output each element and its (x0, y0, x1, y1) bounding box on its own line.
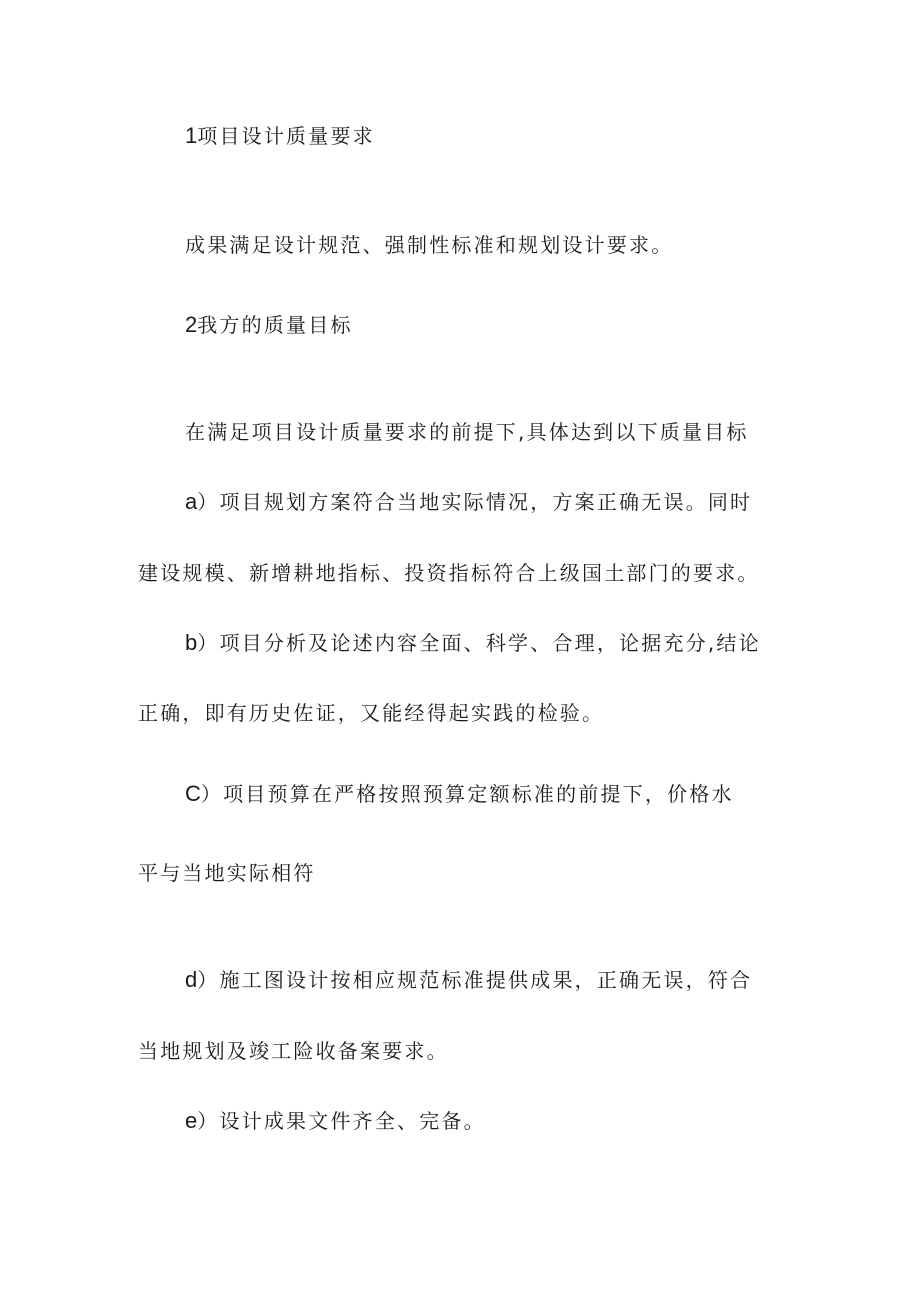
section-2-intro (185, 418, 749, 446)
section-2-heading (185, 311, 353, 339)
item-text: ）设计成果文件齐全、完备。 (197, 1109, 486, 1133)
list-item-c-line-2 (138, 859, 316, 887)
list-item-a-line-1 (185, 488, 752, 516)
heading-text: 我方的质量目标 (197, 313, 353, 337)
heading-text: 项目设计质量要求 (197, 124, 375, 148)
heading-number: 1 (185, 123, 198, 148)
list-item-d-line-1 (185, 966, 752, 994)
section-1-body (185, 231, 673, 259)
item-text: 正确，即有历史佐证，又能经得起实践的检验。 (138, 701, 605, 725)
section-1-heading (185, 122, 375, 150)
item-text: ）施工图设计按相应规范标准提供成果，正确无误，符合 (197, 968, 753, 992)
list-item-b-line-1 (185, 629, 761, 657)
list-item-a-line-2 (138, 559, 760, 587)
list-item-c-line-1 (185, 780, 734, 808)
list-item-d-line-2 (138, 1037, 449, 1065)
heading-number: 2 (185, 312, 198, 337)
item-text: 当地规划及竣工险收备案要求。 (138, 1039, 449, 1063)
item-marker: C (185, 781, 201, 806)
item-text: ）项目规划方案符合当地实际情况，方案正确无误。同时 (197, 490, 753, 514)
paragraph-text: 在满足项目设计质量要求的前提下,具体达到以下质量目标 (185, 420, 749, 444)
item-text: 建设规模、新增耕地指标、投资指标符合上级国土部门的要求。 (138, 561, 760, 585)
item-text: 平与当地实际相符 (138, 861, 316, 885)
item-marker: e (185, 1108, 198, 1133)
item-marker: b (185, 630, 198, 655)
paragraph-text: 成果满足设计规范、强制性标准和规划设计要求。 (185, 233, 674, 257)
list-item-b-line-2 (138, 699, 604, 727)
item-text: ）项目预算在严格按照预算定额标准的前提下，价格水 (200, 782, 734, 806)
item-marker: a (185, 489, 198, 514)
item-text: ）项目分析及论述内容全面、科学、合理，论据充分,结论 (197, 631, 761, 655)
item-marker: d (185, 967, 198, 992)
list-item-e-line-1 (185, 1107, 486, 1135)
